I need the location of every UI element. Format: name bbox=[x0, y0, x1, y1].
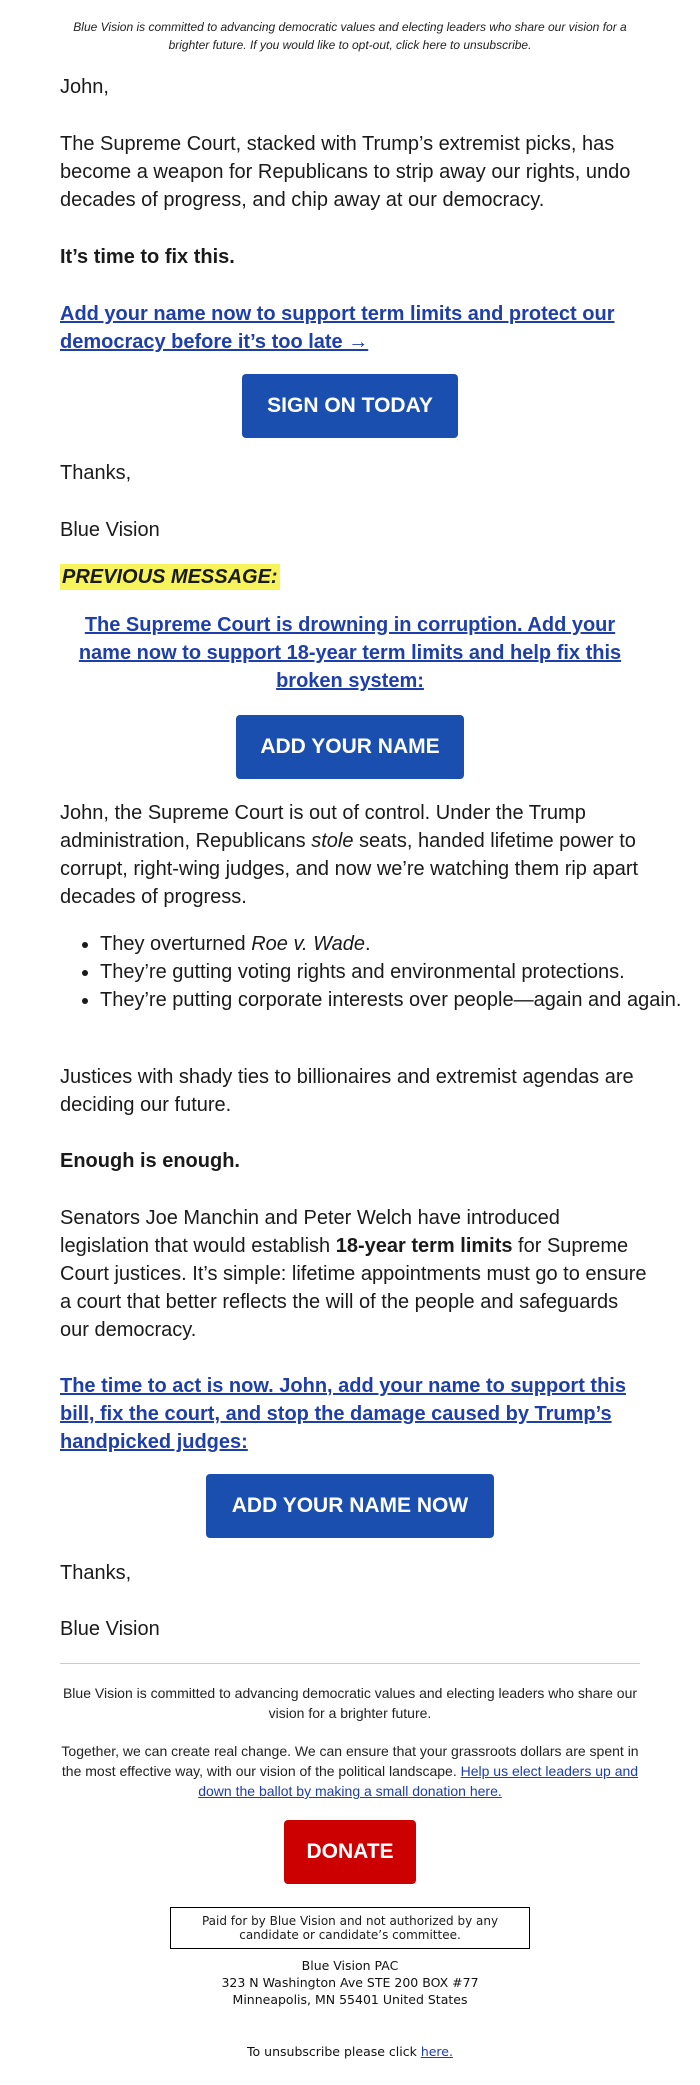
footer-mission: Blue Vision is committed to advancing democratic values and electing leaders who share our vision for a brighter future. bbox=[62, 1685, 638, 1721]
paragraph-out-of-control bbox=[60, 799, 650, 911]
list-item: • They’re putting corporate interests over people—again and again. bbox=[100, 986, 690, 1014]
add-your-name-now-button[interactable]: ADD YOUR NAME NOW bbox=[206, 1474, 494, 1538]
cta-link-act-now[interactable]: The time to act is now. John, add your name to support this bill, fix the court, and stop the damage caused by Trump’s handpicked judges: bbox=[60, 1375, 626, 1453]
list-item: • They overturned Roe v. Wade. bbox=[100, 930, 690, 958]
previous-message-label: PREVIOUS MESSAGE: bbox=[62, 566, 278, 588]
footer-together: Together, we can create real change. We can ensure that your grassroots dollars are spent in the most effective way, with our vision of the political landscape. Help us elect leaders up and down the ballot by making a small donation here. bbox=[61, 1743, 639, 1799]
paragraph-text-before: John, the Supreme Court is out of control. Under the Trump administration, Republicans bbox=[60, 802, 586, 852]
unsubscribe-link[interactable]: here. bbox=[420, 2044, 453, 2059]
donate-button[interactable]: DONATE bbox=[284, 1820, 416, 1884]
unsubscribe-line: To unsubscribe please click here. bbox=[247, 2044, 453, 2059]
paragraph-text-after: seats, handed lifetime power to corrupt, right-wing judges, and now we’re watching them rip apart decades of progress. bbox=[60, 830, 639, 908]
enough-line: Enough is enough. bbox=[60, 1150, 240, 1172]
donation-link[interactable]: Help us elect leaders up and down the ballot by making a small donation here. bbox=[198, 1763, 639, 1799]
preheader-text[interactable]: Blue Vision is committed to advancing democratic values and electing leaders who share our vision for a brighter future. If you would like to opt-out, click here to unsubscribe. bbox=[73, 20, 627, 52]
paragraph-shady-ties: Justices with shady ties to billionaires and extremist agendas are deciding our future. bbox=[60, 1066, 634, 1116]
greeting: John, bbox=[60, 76, 109, 98]
add-your-name-button[interactable]: ADD YOUR NAME bbox=[236, 715, 464, 779]
paragraph-emphasis: stole bbox=[311, 830, 354, 852]
cta-link-term-limits[interactable]: Add your name now to support term limits and protect our democracy before it’s too late → bbox=[60, 303, 615, 353]
signoff-name: Blue Vision bbox=[60, 1618, 160, 1640]
list-item: • They’re gutting voting rights and environmental protections. bbox=[100, 958, 690, 986]
signoff-name: Blue Vision bbox=[60, 519, 160, 541]
thanks-text: Thanks, bbox=[60, 462, 132, 484]
paid-for-disclaimer: Paid for by Blue Vision and not authorized by any candidate or candidate’s committee. bbox=[170, 1907, 530, 1949]
paragraph-legislation: Senators Joe Manchin and Peter Welch have introduced legislation that would establish 18-year term limits for Supreme Court justices. It’s simple: lifetime appointments must go to ensure a court that better reflects the will of the people and safeguards our democracy. bbox=[60, 1207, 647, 1341]
term-limits-bold: 18-year term limits bbox=[335, 1235, 513, 1257]
previous-message-link[interactable]: The Supreme Court is drowning in corruption. Add your name now to support 18-year term limits and help fix this broken system: bbox=[78, 614, 622, 692]
bullet-list bbox=[60, 930, 690, 1014]
footer-divider bbox=[60, 1663, 640, 1664]
intro-paragraph: The Supreme Court, stacked with Trump’s extremist picks, has become a weapon for Republicans to strip away our rights, undo decades of progress, and chip away at our democracy. bbox=[60, 133, 631, 211]
mailing-address: Blue Vision PAC 323 N Washington Ave STE 200 BOX #77 Minneapolis, MN 55401 United States bbox=[221, 1958, 479, 2007]
sign-on-today-button[interactable]: SIGN ON TODAY bbox=[242, 374, 458, 438]
fix-line: It’s time to fix this. bbox=[60, 246, 235, 268]
thanks-text: Thanks, bbox=[60, 1562, 132, 1584]
